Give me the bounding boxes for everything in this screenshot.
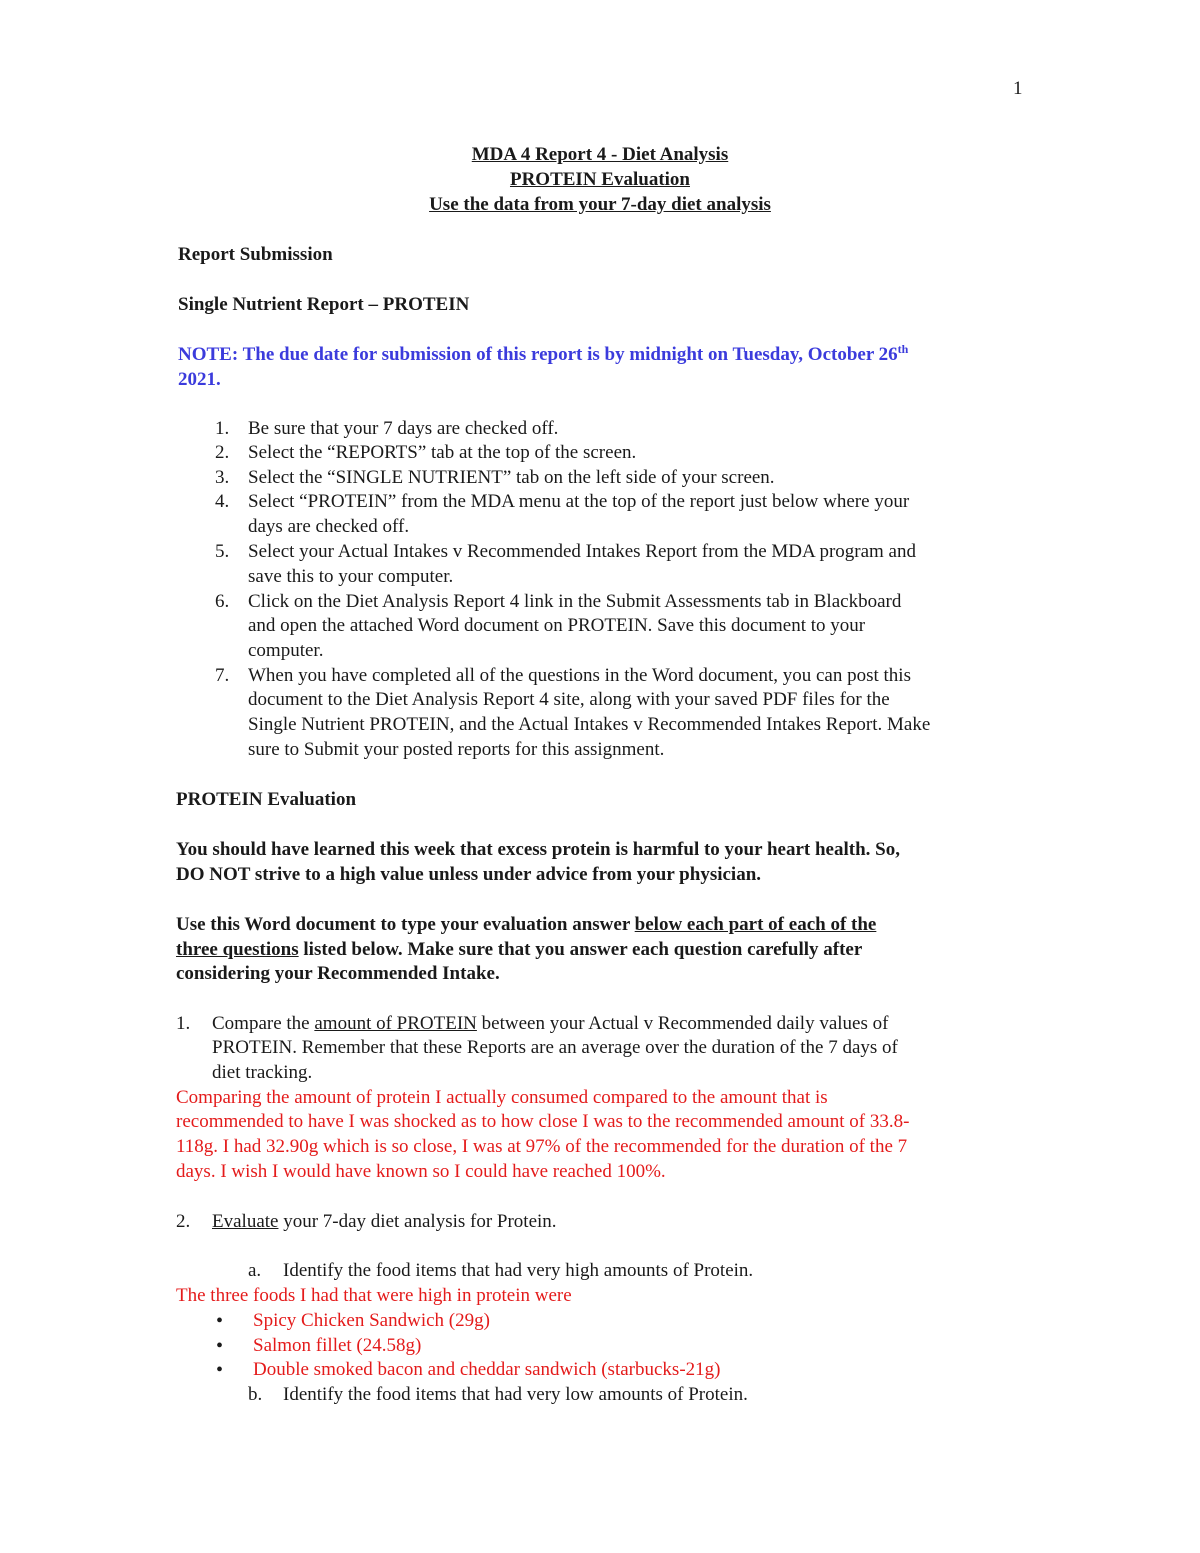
question-2-line-1: [212, 1210, 557, 1234]
instructions-line-3: considering your Recommended Intake.: [176, 963, 500, 984]
answer-line: Comparing the amount of protein I actually consumed compared to the amount that is: [176, 1087, 828, 1108]
question-emphasis: Evaluate: [212, 1211, 279, 1232]
evaluation-heading: PROTEIN Evaluation: [176, 789, 357, 810]
step-text: Select your Actual Intakes v Recommended Intakes Report from the MDA program and: [248, 541, 916, 562]
instructions-line-1: [176, 913, 876, 937]
question-text: between your Actual v Recommended daily values of: [476, 1013, 889, 1034]
step-number: 7.: [215, 665, 230, 686]
title-line-2: PROTEIN Evaluation: [509, 169, 690, 190]
question-2b-letter: b.: [248, 1384, 263, 1405]
bullet-icon: •: [216, 1335, 224, 1357]
question-text: your 7-day diet analysis for Protein.: [278, 1211, 557, 1232]
note-text: NOTE: The due date for submission of this report is by midnight on Tuesday, October 26: [178, 344, 898, 365]
step-number: 3.: [215, 467, 230, 488]
step-number: 2.: [215, 442, 230, 463]
question-1-line-3: diet tracking.: [212, 1062, 313, 1083]
step-text: days are checked off.: [248, 516, 410, 537]
step-text: sure to Submit your posted reports for this assignment.: [248, 739, 665, 760]
step-number: 4.: [215, 491, 230, 512]
step-text: Select the “REPORTS” tab at the top of the screen.: [248, 442, 637, 463]
list-item: Salmon fillet (24.58g): [253, 1335, 422, 1356]
step-text: save this to your computer.: [248, 566, 454, 587]
list-item: Spicy Chicken Sandwich (29g): [253, 1310, 490, 1331]
question-2-number: 2.: [176, 1211, 191, 1232]
step-text: When you have completed all of the questions in the Word document, you can post this: [248, 665, 911, 686]
due-date-year: 2021.: [178, 369, 221, 390]
list-item: Double smoked bacon and cheddar sandwich (starbucks-21g): [253, 1359, 721, 1380]
instructions-emphasis: three questions: [176, 939, 299, 960]
answer-2-intro: The three foods I had that were high in protein were: [176, 1285, 572, 1306]
report-submission-heading: Report Submission: [178, 244, 333, 265]
bullet-icon: •: [216, 1310, 224, 1332]
note-superscript: th: [897, 342, 909, 356]
step-text: document to the Diet Analysis Report 4 site, along with your saved PDF files for the: [248, 689, 890, 710]
bullet-icon: •: [216, 1359, 224, 1381]
instructions-emphasis: below each part of each of the: [634, 914, 877, 935]
step-text: Be sure that your 7 days are checked off.: [248, 418, 559, 439]
step-text: Click on the Diet Analysis Report 4 link in the Submit Assessments tab in Blackboard: [248, 591, 902, 612]
answer-line: days. I wish I would have known so I could have reached 100%.: [176, 1161, 666, 1182]
question-1-line-2: PROTEIN. Remember that these Reports are an average over the duration of the 7 days of: [212, 1037, 898, 1058]
single-nutrient-heading: Single Nutrient Report – PROTEIN: [178, 294, 470, 315]
question-2a-text: Identify the food items that had very high amounts of Protein.: [283, 1260, 754, 1281]
question-2b-text: Identify the food items that had very low amounts of Protein.: [283, 1384, 748, 1405]
instructions-text: Use this Word document to type your evaluation answer: [176, 914, 635, 935]
answer-line: 118g. I had 32.90g which is so close, I was at 97% of the recommended for the duration of the 7: [176, 1136, 908, 1157]
question-2a-letter: a.: [248, 1260, 262, 1281]
title-line-1: MDA 4 Report 4 - Diet Analysis: [471, 144, 729, 165]
step-number: 1.: [215, 418, 230, 439]
warning-line-1: You should have learned this week that excess protein is harmful to your heart health. So,: [176, 839, 900, 860]
question-1-number: 1.: [176, 1013, 191, 1034]
step-number: 5.: [215, 541, 230, 562]
answer-line: recommended to have I was shocked as to how close I was to the recommended amount of 33.8-: [176, 1111, 910, 1132]
warning-line-2: DO NOT strive to a high value unless under advice from your physician.: [176, 864, 762, 885]
step-text: Single Nutrient PROTEIN, and the Actual Intakes v Recommended Intakes Report. Make: [248, 714, 931, 735]
step-text: Select the “SINGLE NUTRIENT” tab on the left side of your screen.: [248, 467, 775, 488]
step-text: and open the attached Word document on PROTEIN. Save this document to your: [248, 615, 866, 636]
title-line-3: Use the data from your 7-day diet analysis: [429, 194, 771, 215]
due-date-note: [178, 343, 908, 367]
page-number: 1: [1013, 78, 1023, 99]
instructions-text: listed below. Make sure that you answer each question carefully after: [298, 939, 863, 960]
step-number: 6.: [215, 591, 230, 612]
question-text: Compare the: [212, 1013, 315, 1034]
question-emphasis: amount of PROTEIN: [314, 1013, 477, 1034]
question-1-line-1: [212, 1012, 888, 1036]
instructions-line-2: [176, 938, 862, 962]
step-text: Select “PROTEIN” from the MDA menu at the top of the report just below where your: [248, 491, 910, 512]
step-text: computer.: [248, 640, 324, 661]
